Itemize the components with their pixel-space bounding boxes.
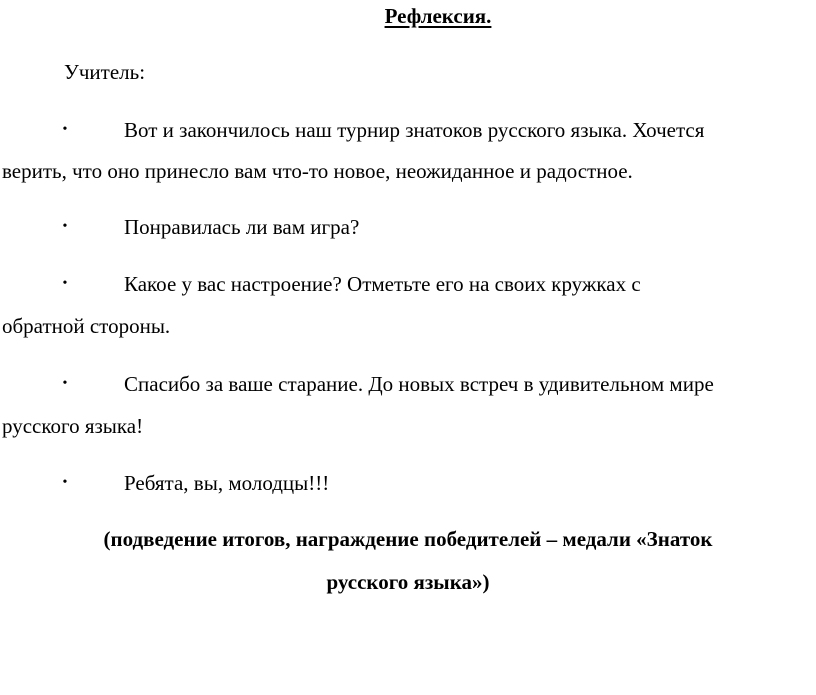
bullet-icon: •	[62, 475, 68, 490]
list-item-line: обратной стороны.	[2, 314, 171, 338]
document-title-row	[0, 2, 816, 30]
summary-text: (подведение итогов, награждение победителей – медали «Знаток	[103, 527, 713, 551]
summary-line	[0, 525, 816, 553]
speaker-label: Учитель:	[64, 60, 146, 84]
bullet-icon: •	[62, 276, 68, 291]
list-item-line: Понравилась ли вам игра?	[124, 215, 360, 239]
list-item-line: верить, что оно принесло вам что-то новое, неожиданное и радостное.	[2, 159, 633, 183]
bullet-icon: •	[62, 376, 68, 391]
list-item-line: русского языка!	[2, 414, 144, 438]
list-item-line: Ребята, вы, молодцы!!!	[124, 471, 330, 495]
bullet-icon: •	[62, 219, 68, 234]
summary-text: русского языка»)	[326, 570, 490, 594]
list-item-line: Какое у вас настроение? Отметьте его на своих кружках с	[124, 272, 641, 296]
document-title: Рефлексия.	[384, 4, 492, 28]
bullet-icon: •	[62, 122, 68, 137]
summary-line	[0, 568, 816, 596]
list-item-line: Вот и закончилось наш турнир знатоков русского языка. Хочется	[124, 118, 705, 142]
list-item-line: Спасибо за ваше старание. До новых встреч в удивительном мире	[124, 372, 714, 396]
